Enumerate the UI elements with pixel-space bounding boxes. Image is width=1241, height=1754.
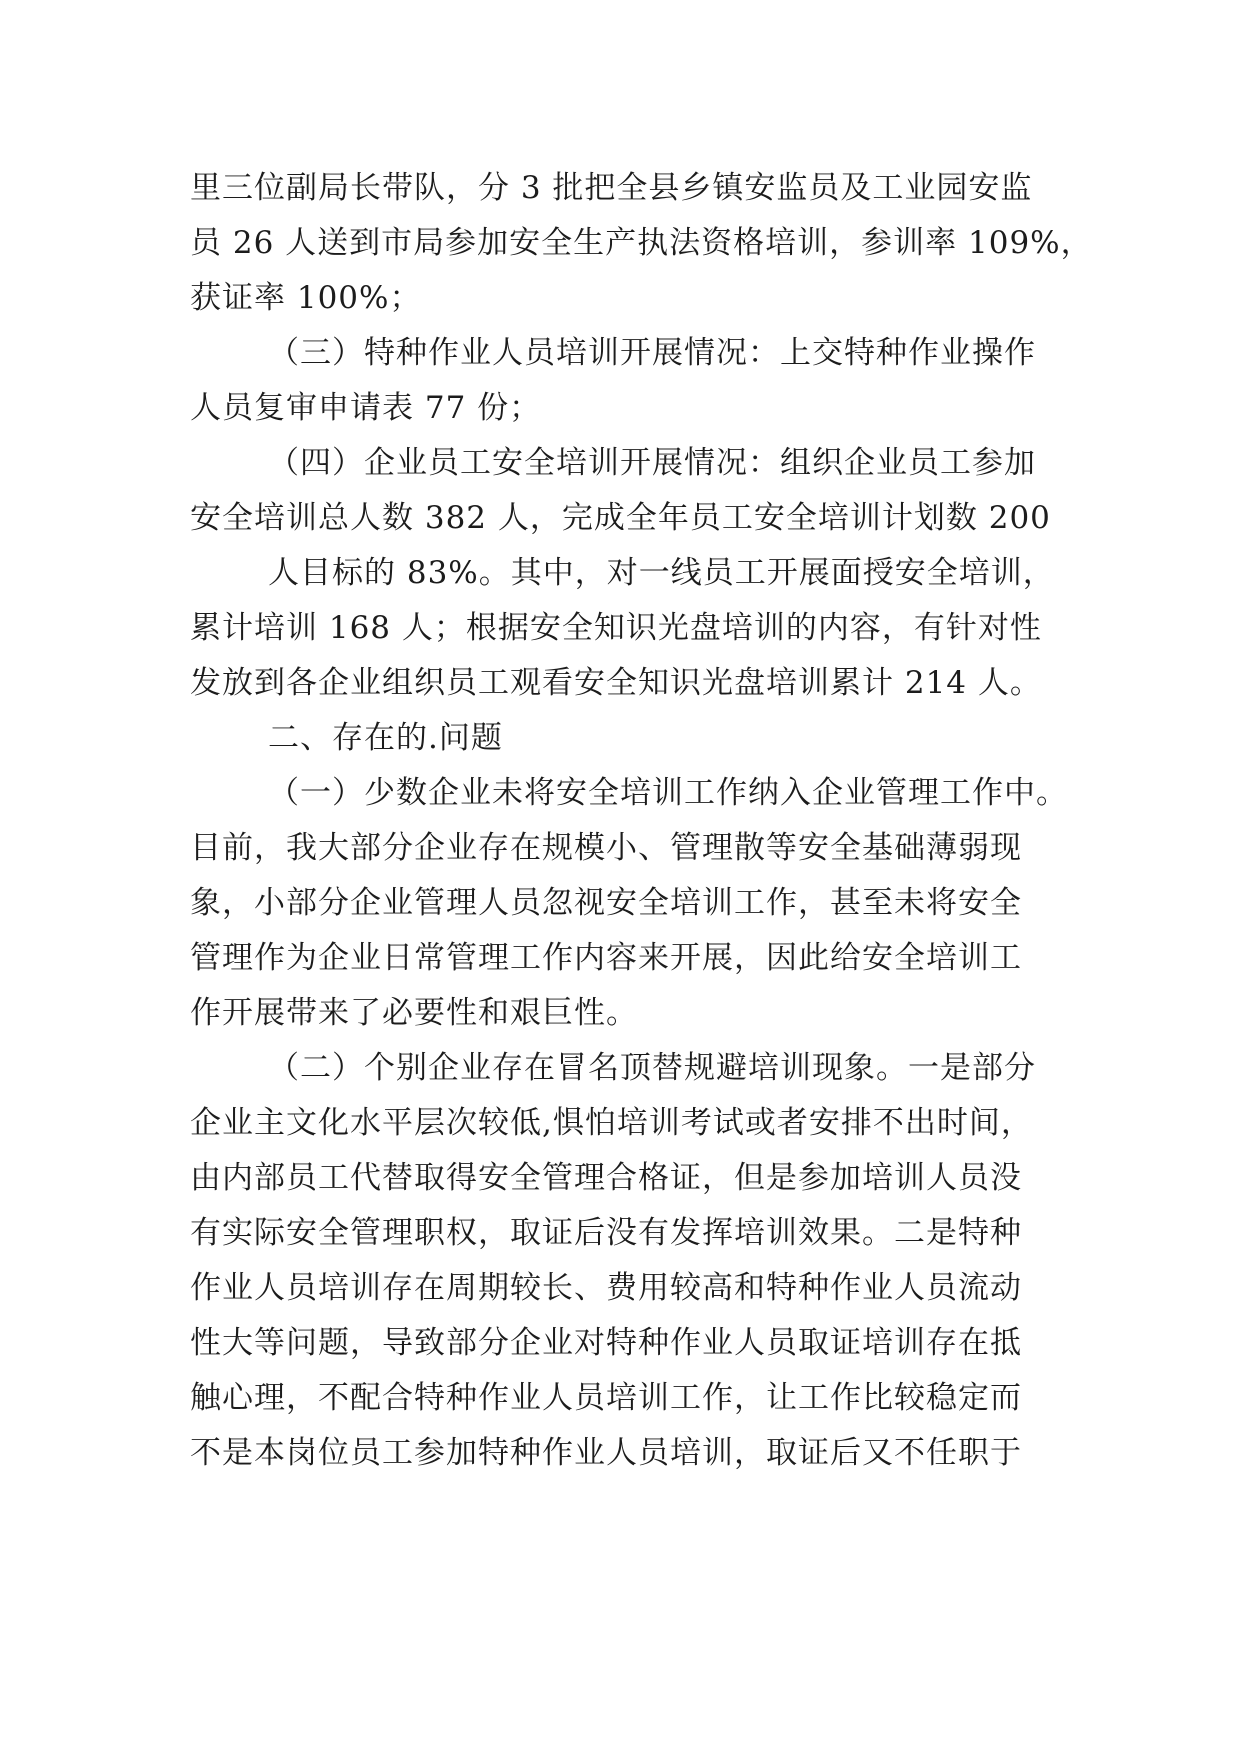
text-line: 人目标的 83%。其中，对一线员工开展面授安全培训， (268, 555, 1055, 591)
paragraph-start-line: （三）特种作业人员培训开展情况：上交特种作业操作 (268, 335, 1036, 371)
text-line: 作业人员培训存在周期较长、费用较高和特种作业人员流动 (190, 1270, 1022, 1306)
text-line: 里三位副局长带队，分 3 批把全县乡镇安监员及工业园安监 (190, 170, 1033, 206)
text-line: 人员复审申请表 77 份； (190, 390, 542, 426)
text-line: 由内部员工代替取得安全管理合格证，但是参加培训人员没 (190, 1160, 1022, 1196)
text-line: 安全培训总人数 382 人，完成全年员工安全培训计划数 200 (190, 500, 1051, 536)
text-line: 有实际安全管理职权，取证后没有发挥培训效果。二是特种 (190, 1215, 1022, 1251)
text-line: 作开展带来了必要性和艰巨性。 (190, 995, 638, 1031)
text-line: 象，小部分企业管理人员忽视安全培训工作，甚至未将安全 (190, 885, 1022, 921)
text-line: 累计培训 168 人；根据安全知识光盘培训的内容，有针对性 (190, 610, 1042, 646)
text-line: 触心理，不配合特种作业人员培训工作，让工作比较稳定而 (190, 1380, 1022, 1416)
paragraph-start-line: （四）企业员工安全培训开展情况：组织企业员工参加 (268, 445, 1036, 481)
text-line: 员 26 人送到市局参加安全生产执法资格培训，参训率 109%， (190, 225, 1093, 261)
text-line: 目前，我大部分企业存在规模小、管理散等安全基础薄弱现 (190, 830, 1022, 866)
text-line: 管理作为企业日常管理工作内容来开展，因此给安全培训工 (190, 940, 1022, 976)
section-heading: 二、存在的.问题 (268, 720, 503, 756)
text-line: 不是本岗位员工参加特种作业人员培训，取证后又不任职于 (190, 1435, 1022, 1471)
text-line: 性大等问题，导致部分企业对特种作业人员取证培训存在抵 (190, 1325, 1022, 1361)
paragraph-start-line: （一）少数企业未将安全培训工作纳入企业管理工作中。 (268, 775, 1068, 811)
text-line: 企业主文化水平层次较低,惧怕培训考试或者安排不出时间， (190, 1105, 1033, 1141)
paragraph-start-line: （二）个别企业存在冒名顶替规避培训现象。一是部分 (268, 1050, 1036, 1086)
text-line: 发放到各企业组织员工观看安全知识光盘培训累计 214 人。 (190, 665, 1042, 701)
text-line: 获证率 100%； (190, 280, 422, 316)
